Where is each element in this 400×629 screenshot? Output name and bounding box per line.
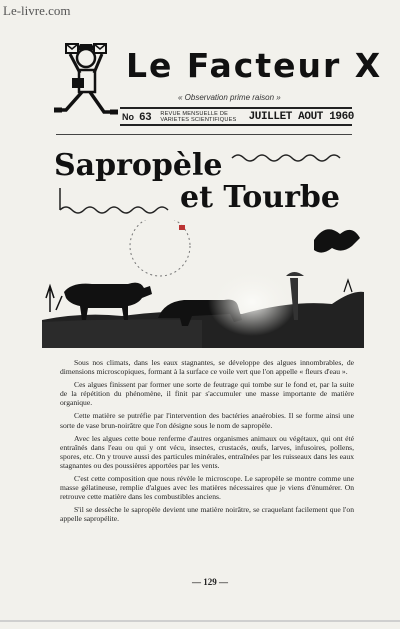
issue-label: No	[122, 112, 134, 122]
postman-mascot-icon	[52, 40, 120, 128]
article-title-line1: Sapropèle	[54, 148, 223, 183]
header-divider	[56, 134, 352, 135]
article-paragraph: C'est cette composition que nous révèle le microscope. Le sapropèle se montre comme une masse gélatineuse, remplie d'algues avec les matières nécessaires que je viens d'énumérer. On retrouve cette matière dans les combustibles anciens.	[60, 474, 354, 502]
masthead-motto: « Observation prime raison »	[178, 93, 281, 102]
zigzag-ornament-top-icon	[230, 150, 348, 164]
article-paragraph: Cette matière se putréfie par l'intervention des bactéries anaérobies. Il se forme ainsi une sorte de vase brun-noirâtre que l'on désigne sous le nom de sapropèle.	[60, 411, 354, 430]
article-paragraph: Sous nos climats, dans les eaux stagnantes, se développe des algues innombrables, de dimensions microscopiques, formant à la surface ce voile vert que l'on appelle « fleurs d'eau ».	[60, 358, 354, 377]
masthead-rule-top	[120, 107, 352, 109]
hand-shadow-icon	[314, 229, 360, 252]
masthead-title: Le Facteur X	[126, 46, 383, 85]
page-number: — 129 —	[192, 577, 228, 587]
issue-line	[122, 111, 354, 123]
issue-number: 63	[139, 111, 152, 123]
article-title-line2: et Tourbe	[180, 180, 340, 215]
zigzag-ornament-bottom-icon	[56, 186, 176, 214]
article-paragraph: Avec les algues cette boue renferme d'autres organismes animaux ou végétaux, qui ont été entraînés dans l'eau ou qui y ont vécu, insectes, crustacés, œufs, larves, infusoires, pollens, spores, etc. On y trouve aussi des particules minérales, entraînées par les ruisseaux dans les eaux stagnantes ou des poussières apportées par les vents.	[60, 433, 354, 470]
issue-date: JUILLET AOUT 1960	[248, 111, 354, 123]
issue-description: REVUE MENSUELLE DE VARIETES SCIENTIFIQUES	[160, 111, 237, 123]
article-body	[60, 358, 354, 528]
masthead-rule-bottom	[120, 124, 352, 126]
watermark: Le-livre.com	[3, 3, 71, 18]
plant-icon	[46, 286, 54, 312]
article-paragraph: Ces algues finissent par former une sorte de feutrage qui tombe sur le fond et, par la suite de la répétition du phénomène, il finit par s'accumuler une masse importante de matière organique.	[60, 380, 354, 408]
page-bottom-edge	[0, 620, 400, 622]
pasture-illustration	[42, 220, 364, 348]
article-paragraph: S'il se dessèche le sapropèle devient une matière noirâtre, se craquelant facilement que l'on appelle sapropélite.	[60, 505, 354, 524]
